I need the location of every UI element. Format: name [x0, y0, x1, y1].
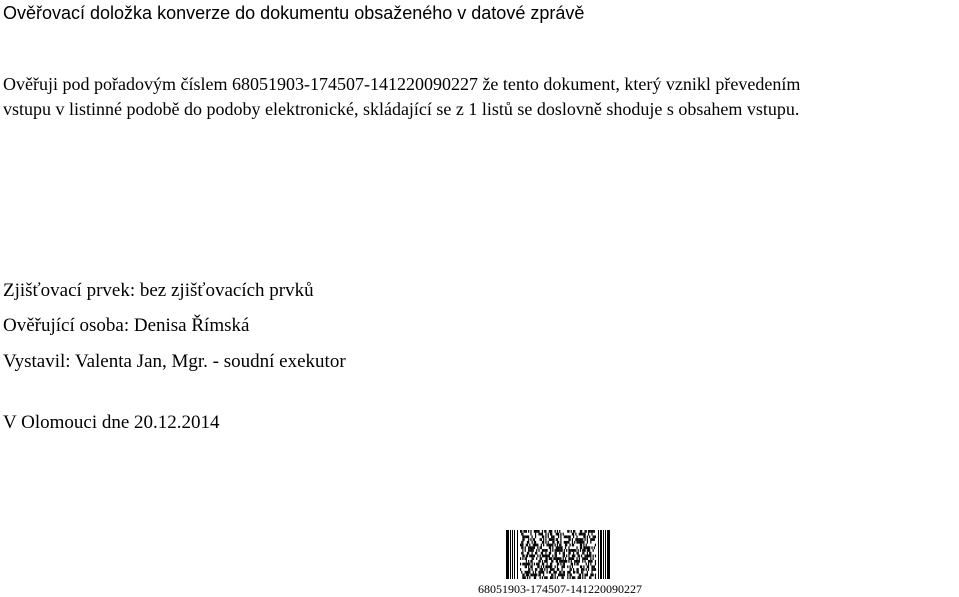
- security-feature-line: Zjišťovací prvek: bez zjišťovacích prvků: [3, 280, 314, 301]
- barcode-image: [506, 530, 612, 579]
- issued-by-line: Vystavil: Valenta Jan, Mgr. - soudní exekutor: [3, 351, 346, 372]
- statement-line-2: vstupu v listinné podobě do podoby elektronické, skládající se z 1 listů se doslovně shoduje s obsahem vstupu.: [3, 99, 800, 119]
- statement-line-1: Ověřuji pod pořadovým číslem 68051903-174507-141220090227 že tento dokument, který vznikl převedením: [3, 74, 801, 94]
- barcode-block: [455, 530, 665, 596]
- place-date-line: V Olomouci dne 20.12.2014: [3, 412, 220, 433]
- document-title: Ověřovací doložka konverze do dokumentu obsaženého v datové zprávě: [3, 3, 585, 23]
- barcode-number: 68051903-174507-141220090227: [478, 582, 642, 596]
- verifying-person-line: Ověřující osoba: Denisa Římská: [3, 315, 250, 336]
- verification-statement: [3, 72, 957, 122]
